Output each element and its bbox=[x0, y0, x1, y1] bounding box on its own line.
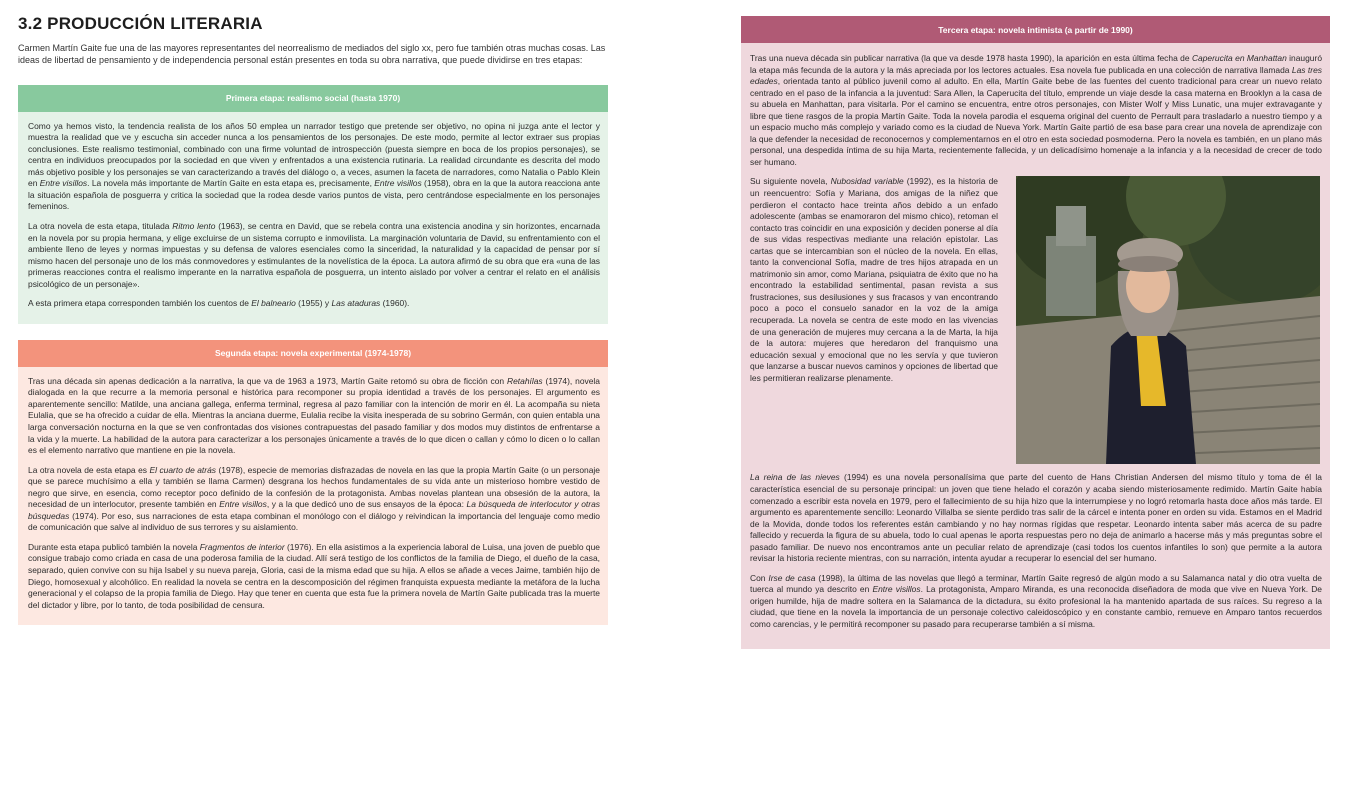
page-title: 3.2 PRODUCCIÓN LITERARIA bbox=[18, 14, 263, 33]
stage1-section bbox=[18, 85, 608, 324]
intro-paragraph: Carmen Martín Gaite fue una de las mayores representantes del neorrealismo de mediados del siglo xx, pero fue también otras muchas cosas. Las ideas de libertad de pensamiento y de independencia personal están presentes en toda su obra narrativa, que puede dividirse en tres etapas: bbox=[18, 43, 606, 65]
stage3-paragraph-2: Su siguiente novela, Nubosidad variable (1992), es la historia de un reencuentro: Sofía y Mariana, dos amigas de la niñez que perdieron el contacto hace treinta años debido a un enfado adolescente (ambas se enamoraron del mismo chico), retoman el contacto tras coincidir en una exposición y deciden ponerse al día de sus vidas respectivas mediante una relación epistolar. Las cartas que se intercambian son el núcleo de la novela. En ellas, tanto la convencional Sofía, madre de tres hijos atrapada en un matrimonio sin amor, como Mariana, psiquiatra de éxito que no ha encontrado la estabilidad sentimental, pasan revista a sus frustraciones, sus desilusiones y sus fracasos y van encontrando poco a poco el consuelo sanador en la voz de la amiga recuperada. La novela se centra de este modo en las vivencias de una generación de mujeres muy cercana a la de Marta, la hija de la autora: mujeres que heredaron del franquismo una educación sexual y emocional que no les servía y que tuvieron que lanzarse a buscar nuevos caminos y opciones de libertad que les permitieran realizarse plenamente. bbox=[750, 176, 998, 383]
stage1-paragraph-1: Como ya hemos visto, la tendencia realista de los años 50 emplea un narrador testigo que pretende ser objetivo, no opina ni juzga ante el lector y muestra la realidad que ve y escucha sin acceder nunca a los pensamientos de los personajes. De este modo, permite al lector extraer sus propias conclusiones. Este realismo testimonial, combinado con una firme voluntad de introspección (puesta siempre en boca de los propios personajes), se centra en individuos preocupados por la sociedad en que viven y enfrentados a una existencia rutinaria. La realidad circundante es descrita del modo más objetivo posible y los personajes se van caracterizando a través del diálogo o, a veces, asumen la faceta de narradores, como Natalia o Pablo Klein en Entre visillos. La novela más importante de Martín Gaite en esta etapa es, precisamente, Entre visillos (1958), obra en la que la autora reacciona ante la situación española de posguerra y critica la sociedad que la rodea desde varios puntos de vista, pero centrándose especialmente en los personajes femeninos. bbox=[28, 120, 601, 212]
stage3-section bbox=[741, 16, 1330, 649]
left-column bbox=[18, 14, 608, 641]
stage3-paragraph-2-wrapper bbox=[750, 176, 998, 464]
stage3-paragraph-3: La reina de las nieves (1994) es una novela personalísima que parte del cuento de Hans Christian Andersen del mismo título y toma de él la característica esencial de su personaje principal: un joven que tiene helado el corazón y acaba siendo misteriosamente redimido. Martín Gaite había comenzado a escribir esta novela en 1979, pero el fallecimiento de su hija hizo que la interrumpiese y no logró retomarla hasta doce años más tarde. El argumento es aparentemente sencillo: Leonardo Villalba se siente perdido tras salir de la cárcel e intenta poner en orden su vida. Estamos en el Madrid de la Movida, donde todos los referentes están cambiando y no hay normas rígidas que respetar. Leonardo intenta saber más acerca de su padre fallecido y recuerda la figura de su abuela, todo lo cual apenas le aporta respuestas pero no deja de animarlo a hacerse más y más preguntas sobre el pasado familiar. De nuevo nos encontramos ante un peculiar relato de aprendizaje (casi todos los cuentos infantiles lo son) que permite a la autora revisar la historia reciente mientras, con su narración, intenta ayudar a recuperar lo esencial del ser humano. bbox=[750, 472, 1322, 564]
stage2-section bbox=[18, 340, 608, 625]
author-photo-illustration bbox=[1016, 176, 1320, 464]
stage1-paragraph-3: A esta primera etapa corresponden también los cuentos de El balneario (1955) y Las ataduras (1960). bbox=[28, 298, 410, 309]
stage2-paragraph-1: Tras una década sin apenas dedicación a la narrativa, la que va de 1963 a 1973, Martín Gaite retomó su obra de ficción con Retahílas (1974), novela dialogada en la que recurre a la memoria personal e histórica para recomponer su propia identidad a través de los personajes. El argumento es aparentemente sencillo: Matilde, una anciana gallega, enferma terminal, regresa al pazo familiar con la intención de morir en él. La acompaña su nieta Eulalia, que se ha ofrecido a cuidar de ella. Mientras la anciana duerme, Eulalia recibe la visita inesperada de su sobrino Germán, con quien entabla una larga conversación nocturna en la que se ven confrontadas dos visiones contrapuestas del pasado familiar y dos modos muy distintos de enfrentarse a la vida y la muerte. La habilidad de la autora para caracterizar a los personajes únicamente a través de lo que dicen o callan y cómo lo dicen o lo callan es el elemento narrativo que mantiene en pie la novela. bbox=[28, 375, 600, 456]
author-photo bbox=[1016, 176, 1320, 464]
stage3-paragraph-1: Tras una nueva década sin publicar narrativa (la que va desde 1978 hasta 1990), la aparición en esta última fecha de Caperucita en Manhattan inauguró la etapa más fecunda de la autora y la más apreciada por los lectores actuales. Esa novela fue publicada en una colección de narrativa llamada Las tres edades, orientada tanto al público juvenil como al adulto. En ella, Martín Gaite bebe de las fuentes del cuento tradicional para crear un nuevo relato centrado en el paso de la infancia a la juventud: Sara Allen, la Caperucita del título, emprende un viaje desde la casa materna en Brooklyn a la casa de su abuela en Manhattan, para visitarla. Por el camino se encuentra, entre otros personajes, con Mister Wolf y Miss Lunatic, una mujer extravagante y libre que tiene rasgos de la propia Martín Gaite. Toda la novela parodia el esquema original del cuento de Perrault para trasladarlo a nuestro tiempo y a un espacio mucho más complejo y variado como es la ciudad de Nueva York. Martín Gaite partió de esa base para crear una novela de aprendizaje con la que defender la necesidad de reconocernos y complementarnos en el otro en esta sociedad posmoderna. Pero la novela es también, en un plano más personal, una despedida íntima de su hija Marta, recientemente fallecida, y un delicadísimo homenaje a la infancia y a la necesidad de crecer de todo ser humano. bbox=[750, 53, 1323, 167]
stage1-body bbox=[18, 112, 608, 324]
text-photo-row bbox=[750, 176, 1322, 464]
stage3-heading: Tercera etapa: novela intimista (a partir de 1990) bbox=[741, 16, 1330, 43]
stage2-body bbox=[18, 367, 608, 625]
stage2-paragraph-2: La otra novela de esta etapa es El cuarto de atrás (1978), especie de memorias disfrazadas de novela en las que la propia Martín Gaite (o un personaje que se parece muchísimo a ella y también se llama Carmen) desgrana los hechos fundamentales de su vida ante un misterioso hombre vestido de negro que sirve, en esencia, como receptor poco definido de la confesión de la protagonista. Ambas novelas plantean una obsesión de la autora, la necesidad de un interlocutor, presente también en Entre visillos, y a la que dedicó uno de sus ensayos de la época: La búsqueda de interlocutor y otras búsquedas (1974). Por eso, sus narraciones de esta etapa combinan el monólogo con el diálogo y reivindican la importancia del lenguaje como medio de comunicación que salve al individuo de sus terrores y su aislamiento. bbox=[28, 464, 600, 533]
stage2-paragraph-3: Durante esta etapa publicó también la novela Fragmentos de interior (1976). En ella asistimos a la experiencia laboral de Luisa, una joven de pueblo que consigue trabajo como criada en casa de una poderosa familia de la ciudad. Allí será testigo de los conflictos de la familia de Diego, el dueño de la casa, separado, quien convive con su hija Isabel y su nueva pareja, Gloria, casi de la misma edad que su hija. A ellos se añade a veces Jaime, también hijo de Diego, homosexual y alcohólico. En realidad la novela se centra en la descomposición del régimen franquista expuesta mediante la metáfora de la lucha generacional y el colapso de la propia familia de Diego. Hay que tener en cuenta que esta fue la primera novela de Martín Gaite publicada tras la muerte del dictador y libre, por lo tanto, de toda posibilidad de censura. bbox=[28, 541, 600, 610]
stage2-heading: Segunda etapa: novela experimental (1974-1978) bbox=[18, 340, 608, 367]
stage3-paragraph-4: Con Irse de casa (1998), la última de las novelas que llegó a terminar, Martín Gaite regresó de algún modo a su Salamanca natal y dio otra vuelta de tuerca al mundo ya descrito en Entre visillos. La protagonista, Amparo Miranda, es una reconocida diseñadora de moda que vive en Nueva York. De origen humilde, hija de madre soltera en la Salamanca de la dictadura, su éxito profesional la ha mantenido apartada de sus raíces. Su regreso a la ciudad, que tiene en la novela la importancia de un personaje colectivo caleidoscópico y en constante cambio, remueve en Amparo tantos recuerdos como carencias, y le permitirá recomponer su pasado para recuperarse también a sí misma. bbox=[750, 572, 1322, 630]
stage1-paragraph-2: La otra novela de esta etapa, titulada Ritmo lento (1963), se centra en David, que se rebela contra una existencia anodina y sin horizontes, encarnada en la novela por su propia hermana, y elige excluirse de un sistema corrupto e inmovilista. La marginación voluntaria de David, su enfrentamiento con el ambiente lleno de leyes y normas impuestas y su defensa de valores esenciales como la sinceridad, la naturalidad y la capacidad de pensar por sí mismo hacen del personaje uno de los más conmovedores y estimulantes de la novelística de la época. La autora afirmó de su obra que era «una de las primeras reacciones contra el realismo imperante en la narrativa española de posguerra, un intento aislado por volver a centrar el relato en el análisis psicológico de un personaje». bbox=[28, 220, 601, 289]
stage3-body bbox=[741, 43, 1330, 649]
stage1-heading: Primera etapa: realismo social (hasta 1970) bbox=[18, 85, 608, 112]
right-column bbox=[741, 16, 1330, 665]
